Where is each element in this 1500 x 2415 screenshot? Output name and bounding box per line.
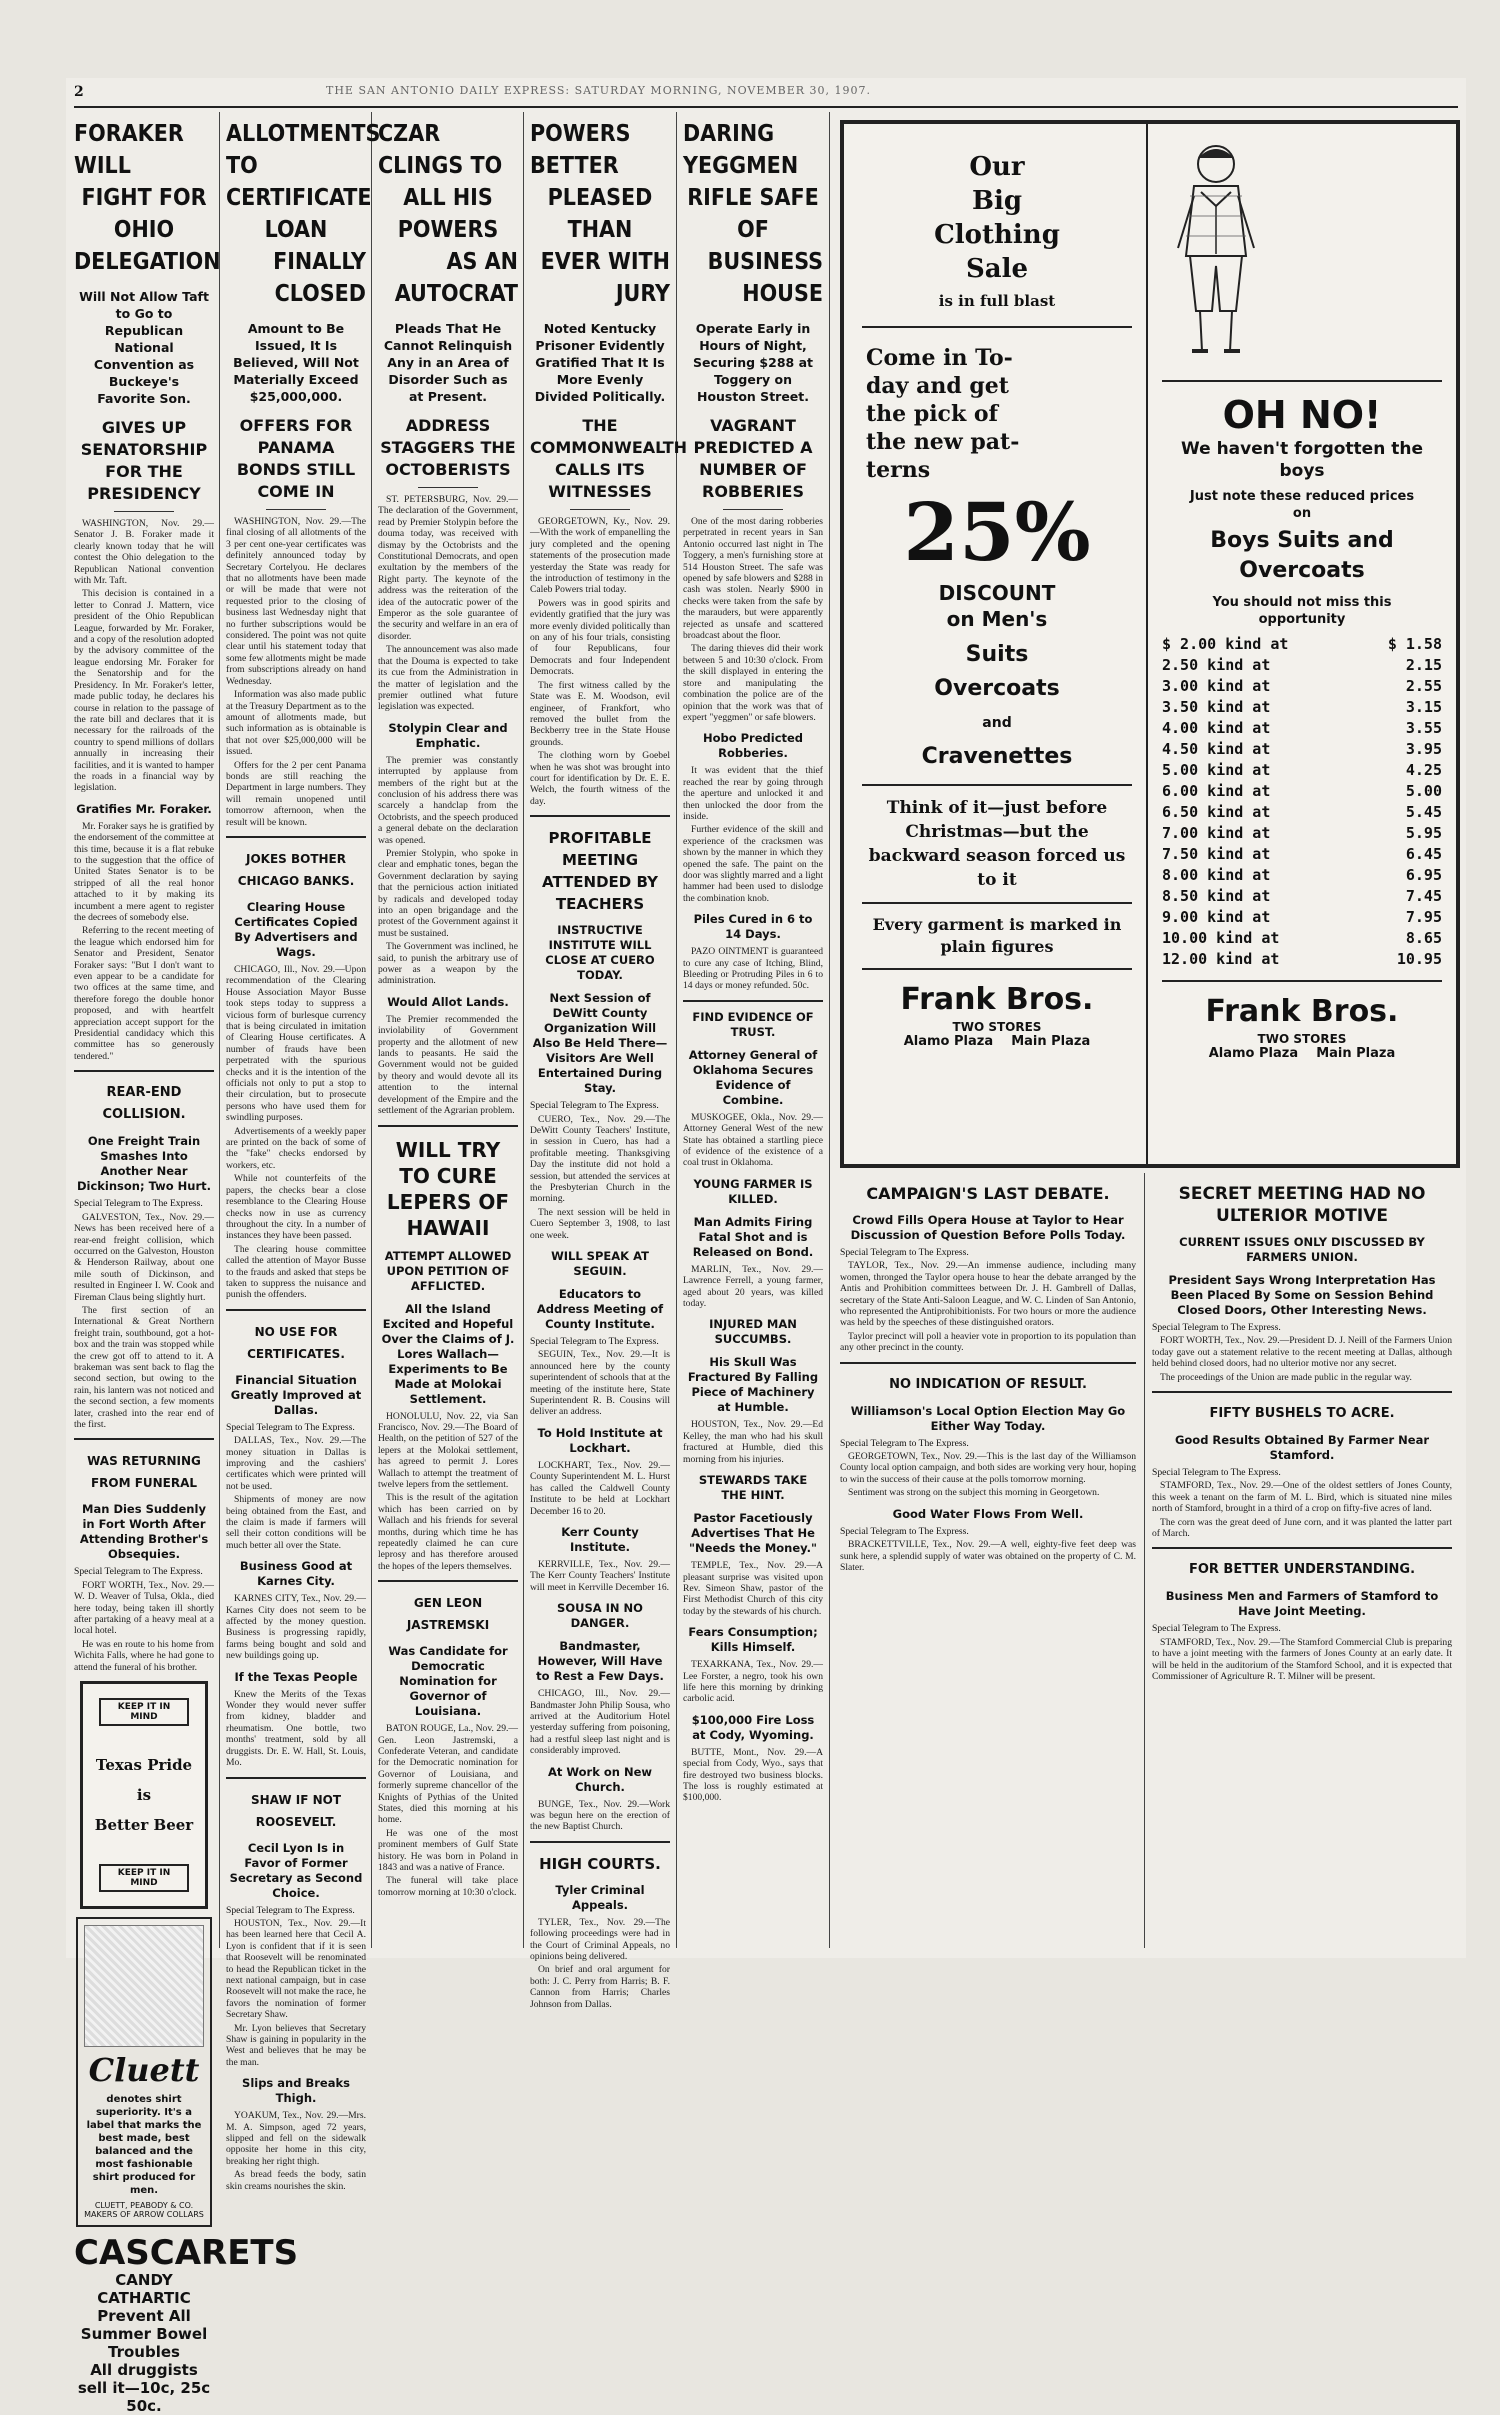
article-paragraph: TAYLOR, Tex., Nov. 29.—An immense audience, including many women, thronged the Taylor opera house to hear the debate arranged by the Antis and Prohibition committees between Dr. J. H. Gambrell of Dallas, secretary of the State Anti-Saloon League, and W. C. Linden of San Antonio, who represented the Antiprohibitionists. For two hours or more the audience was held by the speeches of these distinguished orators. xyxy=(840,1260,1136,1329)
price-row xyxy=(1156,907,1448,928)
article-paragraph: The clearing house committee called the attention of Mayor Busse to the frauds and asked that steps be taken to suppress the nuisance and punish the offenders. xyxy=(226,1243,366,1301)
article-paragraph: PAZO OINTMENT is guaranteed to cure any case of Itching, Blind, Bleeding or Protruding Piles in 6 to 14 days or money refunded. 50c. xyxy=(683,946,823,992)
article-paragraph: TEXARKANA, Tex., Nov. 29.—Lee Forster, a negro, took his own life here this morning by drinking carbolic acid. xyxy=(683,1659,823,1705)
sale-price: 8.65 xyxy=(1405,929,1442,947)
section-heading: $100,000 Fire Loss at Cody, Wyoming. xyxy=(691,1712,815,1742)
sale-price: $ 1.58 xyxy=(1387,635,1442,653)
article-paragraph: SEGUIN, Tex., Nov. 29.—It is announced here by the county superintendent of schools that at the meeting of the institute here, State Superintendent R. B. Cousins will deliver an address. xyxy=(530,1349,670,1418)
section-heading: Attorney General of Oklahoma Secures Evidence of Combine. xyxy=(688,1047,818,1107)
regular-price: 4.00 kind at xyxy=(1162,719,1271,737)
price-row xyxy=(1156,676,1448,697)
column-rule xyxy=(829,112,830,1948)
section-heading: Clearing House Certificates Copied By Advertisers and Wags. xyxy=(234,899,358,959)
ad-pitch: You should not miss this opportunity xyxy=(1212,595,1392,627)
article-paragraph: Powers was in good spirits and evidently gratified that the jury was more evenly divided politically than on any of his four trials, consisting of four Republicans, four Democrats and four Independent Democrats. xyxy=(530,597,670,678)
section-heading: President Says Wrong Interpretation Has Been Placed By Some on Session Behind Closed Doors, Other Interesting News. xyxy=(1168,1273,1436,1317)
ad-text: Texas Pride is Better Beer xyxy=(94,1756,194,1835)
boy-illustration xyxy=(1156,136,1276,366)
divider xyxy=(1152,1547,1452,1549)
ad-logo: Cluett xyxy=(88,2051,200,2090)
sale-price: 6.95 xyxy=(1405,866,1442,884)
dateline: Special Telegram to The Express. xyxy=(1152,1467,1281,1479)
regular-price: 7.50 kind at xyxy=(1162,845,1271,863)
article-paragraph: GEORGETOWN, Ky., Nov. 29.—With the work of empanelling the jury completed and the opening statements of the prosecution made yesterday the State was ready for the introduction of testimony in the Caleb Powers trial today. xyxy=(530,516,670,596)
frank-bros-clothing-ad xyxy=(840,120,1460,1168)
article-paragraph: Taylor precinct will poll a heavier vote in proportion to its population than any other precinct in the county. xyxy=(840,1330,1136,1354)
article-paragraph: TYLER, Tex., Nov. 29.—The following proceedings were had in the Court of Criminal Appeals, no opinions being delivered. xyxy=(530,1916,670,1962)
article-paragraph: The first witness called by the State was E. M. Woodson, evil engineer, of Frankfort, who removed the bullet from the Beckberry tree in the State House grounds. xyxy=(530,679,670,748)
subhead: WAS RETURNING FROM FUNERAL xyxy=(87,1454,201,1491)
section-heading: Fears Consumption; Kills Himself. xyxy=(688,1625,818,1655)
ad-pitch: Think of it—just before Christmas—but the backward season forced us to it xyxy=(868,798,1126,890)
dateline: Special Telegram to The Express. xyxy=(1152,1322,1281,1333)
headline-foraker: FORAKER WILL FIGHT FOR OHIO DELEGATION xyxy=(74,121,221,275)
price-row xyxy=(1156,697,1448,718)
regular-price: 6.50 kind at xyxy=(1162,803,1271,821)
section-heading: At Work on New Church. xyxy=(547,1764,653,1794)
divider xyxy=(683,1000,823,1002)
regular-price: $ 2.00 kind at xyxy=(1162,635,1289,653)
section-heading: Next Session of DeWitt County Organization Will Also Be Held There—Visitors Are Well Entertained During Stay. xyxy=(532,991,668,1096)
article-paragraph: CUERO, Tex., Nov. 29.—The DeWitt County Teachers' Institute, in session in Cuero, has had a profitable meeting. Thanksgiving Day the institute did not hold a session, but attended the services at the Presbyterian Church in the morning. xyxy=(530,1113,670,1205)
ad-banner: KEEP IT IN MIND xyxy=(99,1698,189,1726)
column-rule xyxy=(219,112,220,1948)
article-paragraph: The announcement was also made that the Douma is expected to take its cue from the Administration in the matter of legislation and the premier outlined what future legislation was expected. xyxy=(378,644,518,713)
ad-brand: CASCARETS xyxy=(74,2233,299,2274)
section-heading: Educators to Address Meeting of County Institute. xyxy=(536,1287,664,1332)
article-paragraph: HONOLULU, Nov. 22, via San Francisco, Nov. 29.—The Board of Health, on the petition of 527 of the lepers at the Molokai settlement, has agreed to permit J. Lores Wallach to attempt the treatment of twelve lepers from the settlement. xyxy=(378,1410,518,1490)
article-paragraph: Further evidence of the skill and experience of the cracksmen was shown by the manner in which they opened the safe. The paint on the door was slightly marred and a light hammer had been used to dislodge the combination knob. xyxy=(683,824,823,904)
ad-banner: KEEP IT IN MIND xyxy=(99,1864,189,1892)
article-paragraph: GEORGETOWN, Tex., Nov. 29.—This is the last day of the Williamson County local option campaign, and both sides are working very hour, hoping to win the success of their cause at the polls tomorrow morning. xyxy=(840,1451,1136,1485)
divider xyxy=(723,509,783,510)
article-paragraph: BATON ROUGE, La., Nov. 29.—Gen. Leon Jastremski, a Confederate Veteran, and candidate for the Democratic nomination for Governor of Louisiana, and formerly supreme chancellor of the Knights of Pythias of the United States, died this morning at his home. xyxy=(378,1723,518,1826)
ad-subhead: is in full blast xyxy=(938,292,1056,310)
deck: Amount to Be Issued, It Is Believed, Will Not Materially Exceed $25,000,000. xyxy=(233,321,359,404)
sale-price: 3.95 xyxy=(1405,740,1442,758)
article-paragraph: Advertisements of a weekly paper are printed on the back of some of the "fake" checks endorsed by workers, etc. xyxy=(226,1125,366,1171)
article-paragraph: GALVESTON, Tex., Nov. 29.—News has been received here of a rear-end freight collision, which occurred on the Galveston, Houston & Henderson Railway, about one mile south of Dickinson, and resulted in Engineer I. W. Cook and Fireman Claus being slightly hurt. xyxy=(74,1211,214,1303)
article-paragraph: ST. PETERSBURG, Nov. 29.—The declaration of the Government, read by Premier Stolypin before the douma today, was received with dismay by the Octobrists and the Constitutional Democrats, and open exultation by the members of the Right party. The keynote of the address was the reiteration of the idea of the autocratic power of the Emperor as the sole guarantee of the security and welfare in an era of disorder. xyxy=(378,494,518,642)
divider xyxy=(378,1125,518,1127)
article-paragraph: Offers for the 2 per cent Panama bonds are still reaching the Department in large numbers. They will remain unopened until tomorrow afternoon, when the result will be known. xyxy=(226,759,366,828)
article-paragraph: The proceedings of the Union are made public in the regular way. xyxy=(1160,1371,1412,1383)
section-heading: Crowd Fills Opera House at Taylor to Hear Discussion of Question Before Polls Today. xyxy=(850,1213,1126,1242)
section-heading: Financial Situation Greatly Improved at Dallas. xyxy=(230,1372,362,1417)
headline-allotments: ALLOTMENTS TO CERTIFICATE LOAN FINALLY CLOSED xyxy=(226,121,381,307)
article-paragraph: The Premier recommended the inviolability of Government property and the allotment of new lands to peasants. He said the Government would not be guided by theory and would devote all its attention to the internal development of the Empire and the settlement of the Agrarian problem. xyxy=(378,1013,518,1117)
column-rule xyxy=(371,112,372,1948)
section-heading: FIND EVIDENCE OF TRUST. xyxy=(692,1009,814,1039)
dateline: Special Telegram to The Express. xyxy=(530,1100,659,1112)
article-paragraph: FORT WORTH, Tex., Nov. 29.—W. D. Weaver of Tulsa, Okla., died here today, being taken ill shortly after partaking of a heavy meal at a local hotel. xyxy=(74,1579,214,1637)
subhead: GEN LEON JASTREMSKI xyxy=(406,1596,490,1633)
sale-price: 5.00 xyxy=(1405,782,1442,800)
store-name: Frank Bros. xyxy=(900,982,1094,1017)
subhead: ADDRESS STAGGERS THE OCTOBERISTS xyxy=(380,416,516,479)
store-count: TWO STORES xyxy=(952,1020,1042,1034)
article-paragraph: One of the most daring robberies perpetrated in recent years in San Antonio occurred last night in The Toggery, a men's furnishing store at 514 Houston Street. The safe was opened by safe blowers and $288 in cash was stolen. Nearly $900 in checks were taken from the safe by the marauders, but were apparently rejected as unsafe and scattered broadcast about the floor. xyxy=(683,516,823,642)
column-2 xyxy=(226,118,381,2192)
sale-price: 7.45 xyxy=(1405,887,1442,905)
column-3 xyxy=(378,118,518,1948)
dateline: Special Telegram to The Express. xyxy=(530,1336,659,1348)
divider xyxy=(530,815,670,817)
divider xyxy=(840,1362,1136,1364)
section-heading: Williamson's Local Option Election May Go Either Way Today. xyxy=(850,1403,1126,1433)
column-rule xyxy=(523,112,524,1948)
price-row xyxy=(1156,760,1448,781)
divider xyxy=(226,1777,366,1779)
section-heading: SOUSA IN NO DANGER. xyxy=(557,1601,643,1631)
price-row xyxy=(1156,781,1448,802)
price-row xyxy=(1156,634,1448,655)
divider xyxy=(530,1841,670,1843)
sale-price: 6.45 xyxy=(1405,845,1442,863)
section-heading: Kerr County Institute. xyxy=(561,1524,639,1554)
deck: Pleads That He Cannot Relinquish Any in an Area of Disorder Such as at Present. xyxy=(383,321,513,404)
sale-price: 5.95 xyxy=(1405,824,1442,842)
article-paragraph: KARNES CITY, Tex., Nov. 29.—Karnes City does not seem to be affected by the money question. Business is progressing rapidly, farms being bought and sold and new buildings going up. xyxy=(226,1593,366,1662)
section-heading: Business Men and Farmers of Stamford to Have Joint Meeting. xyxy=(1165,1589,1439,1619)
section-heading: STEWARDS TAKE THE HINT. xyxy=(698,1473,808,1503)
section-heading: One Freight Train Smashes Into Another Near Dickinson; Two Hurt. xyxy=(76,1134,212,1194)
article-paragraph: WASHINGTON, Nov. 29.—The final closing of all allotments of the 3 per cent one-year certificates was definitely announced today by Secretary Cortelyou. He declares that no allotments have been made or will be made that were not requested prior to the closing of business last Wednesday night that no further subscriptions would be considered. The point was not quite clear until his statement today that some few allotments might be made from subscriptions already on hand Wednesday. xyxy=(226,516,366,687)
subhead: PROFITABLE MEETING ATTENDED BY TEACHERS xyxy=(542,829,658,914)
dateline: Special Telegram to The Express. xyxy=(226,1421,355,1433)
price-row xyxy=(1156,718,1448,739)
ad-text: denotes shirt superiority. It's a label that marks the best made, best balanced and the most fashionable shirt produced for men. xyxy=(86,2094,202,2197)
regular-price: 6.00 kind at xyxy=(1162,782,1271,800)
article-paragraph: This is the result of the agitation which has been carried on by Wallach and his friends for several months, during which time he has repeatedly claimed he can cure leprosy and has therefore aroused the hopes of the lepers themselves. xyxy=(378,1492,518,1572)
cascarets-ad xyxy=(74,2233,299,2415)
article-paragraph: HOUSTON, Tex., Nov. 29.—It has been learned here that Cecil A. Lyon is confident that if it is seen that Roosevelt will be renominated to head the Republican ticket in the next national campaign, but in case Roosevelt will not make the race, he favors the nomination of former Secretary Shaw. xyxy=(226,1917,366,2021)
sale-price: 3.15 xyxy=(1405,698,1442,716)
section-heading: All the Island Excited and Hopeful Over the Claims of J. Lores Wallach—Experiments to Be Made at Molokai Settlement. xyxy=(381,1301,515,1406)
section-heading: Stolypin Clear and Emphatic. xyxy=(388,720,508,750)
divider xyxy=(378,1580,518,1582)
price-row xyxy=(1156,844,1448,865)
subhead: SECRET MEETING HAD NO ULTERIOR MOTIVE xyxy=(1178,1184,1426,1226)
deck: Noted Kentucky Prisoner Evidently Gratified That It Is More Evenly Divided Politically. xyxy=(534,321,666,404)
store-name: Frank Bros. xyxy=(1205,994,1399,1029)
store-count: TWO STORES xyxy=(1257,1032,1347,1046)
sale-price: 3.55 xyxy=(1405,719,1442,737)
regular-price: 4.50 kind at xyxy=(1162,740,1271,758)
regular-price: 2.50 kind at xyxy=(1162,656,1271,674)
headline-czar: CZAR CLINGS TO ALL HIS POWERS AS AN AUTOCRAT xyxy=(378,121,518,307)
divider xyxy=(570,509,630,510)
ad-headline: OH NO! xyxy=(1222,393,1382,437)
dateline: Special Telegram to The Express. xyxy=(1152,1623,1281,1635)
ad-divider xyxy=(1146,124,1148,1164)
subhead: GIVES UP SENATORSHIP FOR THE PRESIDENCY xyxy=(80,418,208,503)
article-paragraph: The first section of an International & Great Northern freight train, southbound, got a hot-box and the train was stopped while the crew got off to attend to it. A brakeman was sent back to flag the second section, but owing to the rain, his lantern was not noticed and the second section, a few moments later, crashed into the rear end of the first. xyxy=(74,1304,214,1430)
store-locations: Alamo Plaza Main Plaza xyxy=(903,1034,1091,1049)
article-paragraph: Knew the Merits of the Texas Wonder they would never suffer from kidney, bladder and rheumatism. One bottle, two months' treatment, sold by all druggists. Dr. E. W. Hall, St. Louis, Mo. xyxy=(226,1688,366,1769)
sale-price: 10.95 xyxy=(1396,950,1442,968)
column-5 xyxy=(683,118,823,1948)
price-row xyxy=(1156,655,1448,676)
section-heading: Business Good at Karnes City. xyxy=(239,1559,353,1589)
section-heading: Man Admits Firing Fatal Shot and is Released on Bond. xyxy=(692,1214,814,1259)
article-paragraph: MARLIN, Tex., Nov. 29.—Lawrence Ferrell, a young farmer, aged about 20 years, was killed today. xyxy=(683,1263,823,1310)
subhead: FOR BETTER UNDERSTANDING. xyxy=(1188,1562,1416,1578)
section-heading: ATTEMPT ALLOWED UPON PETITION OF AFFLICTED. xyxy=(384,1248,512,1293)
deck: Will Not Allow Taft to Go to Republican National Convention as Buckeye's Favorite Son. xyxy=(79,289,209,406)
deck: Operate Early in Hours of Night, Securing $288 at Toggery on Houston Street. xyxy=(693,321,813,404)
section-heading: Piles Cured in 6 to 14 Days. xyxy=(693,912,813,942)
dateline: Special Telegram to The Express. xyxy=(840,1247,969,1258)
article-paragraph: WASHINGTON, Nov. 29.—Senator J. B. Foraker made it clearly known today that he will contest the Ohio delegation to the Republican National convention with Mr. Taft. xyxy=(74,518,214,587)
column-7 xyxy=(1152,1173,1452,1948)
newspaper-page xyxy=(66,78,1466,2415)
regular-price: 8.00 kind at xyxy=(1162,866,1271,884)
regular-price: 12.00 kind at xyxy=(1162,950,1280,968)
regular-price: 8.50 kind at xyxy=(1162,887,1271,905)
dateline: Special Telegram to The Express. xyxy=(840,1525,969,1537)
subhead: SHAW IF NOT ROOSEVELT. xyxy=(250,1792,342,1829)
section-heading: Gratifies Mr. Foraker. xyxy=(76,801,212,816)
masthead: THE SAN ANTONIO DAILY EXPRESS: SATURDAY MORNING, NOVEMBER 30, 1907. xyxy=(326,84,872,97)
section-heading: Cecil Lyon Is in Favor of Former Secretary as Second Choice. xyxy=(229,1840,363,1900)
divider xyxy=(114,511,174,512)
price-row xyxy=(1156,823,1448,844)
article-paragraph: LOCKHART, Tex., Nov. 29.—County Superintendent M. L. Hurst has called the Caldwell County Institute to be held at Lockhart December 16 to 20. xyxy=(530,1459,670,1517)
ad-text: CANDY CATHARTIC xyxy=(97,2271,191,2308)
price-row xyxy=(1156,928,1448,949)
price-row xyxy=(1156,802,1448,823)
divider xyxy=(418,487,478,488)
discount-label: DISCOUNT on Men's xyxy=(938,581,1056,631)
subhead: WILL TRY TO CURE LEPERS OF HAWAII xyxy=(386,1137,510,1240)
section-heading: To Hold Institute at Lockhart. xyxy=(537,1425,663,1455)
ad-intro: Just note these reduced prices on xyxy=(1189,489,1415,521)
article-paragraph: Information was also made public at the Treasury Department as to the amount of allotments made, but such information as is obtainable is that not over $25,000,000 will be issued. xyxy=(226,689,366,758)
article-paragraph: He was en route to his home from Wichita Falls, where he had gone to attend the funeral of his brother. xyxy=(74,1638,214,1673)
article-paragraph: Mr. Foraker says he is gratified by the endorsement of the committee at this time, because it is a flat rebuke to the suggestion that the office of United States Senator is to be stripped of all the real honor attached to it by making its incumbent a mere agent to register the decrees of somebody else. xyxy=(74,820,214,923)
ad-intro: Come in To- day and get the pick of the new pat- terns xyxy=(866,345,1020,483)
subhead: FIFTY BUSHELS TO ACRE. xyxy=(1209,1406,1395,1422)
section-heading: Good Results Obtained By Farmer Near Stamford. xyxy=(1174,1433,1430,1463)
divider xyxy=(1152,1391,1452,1393)
article-paragraph: The daring thieves did their work between 5 and 10:30 o'clock. From the skill displayed in entering the store and manipulating the combination the police are of the opinion that the work was that of expert "yeggmen" or safe blowers. xyxy=(683,643,823,723)
discount-percent: 25% xyxy=(903,485,1091,579)
section-heading: INJURED MAN SUCCUMBS. xyxy=(709,1317,797,1347)
ad-text: Prevent All Summer Bowel Troubles xyxy=(80,2307,208,2362)
top-rule xyxy=(74,106,1458,108)
store-locations: Alamo Plaza Main Plaza xyxy=(1208,1046,1396,1061)
sale-price: 2.55 xyxy=(1405,677,1442,695)
article-paragraph: Premier Stolypin, who spoke in clear and emphatic tones, began the Government declaration by saying that the pernicious action initiated by radicals and developed today into an open brigandage and the protest of the Government against it must be sustained. xyxy=(378,847,518,939)
article-paragraph: On brief and oral argument for both: J. C. Perry from Harris; B. F. Cannon from Harris; Charles Johnson from Dallas. xyxy=(530,1964,670,2010)
price-list xyxy=(1156,634,1448,970)
subhead: JOKES BOTHER CHICAGO BANKS. xyxy=(237,851,355,888)
ad-maker: CLUETT, PEABODY & CO. MAKERS OF ARROW COLLARS xyxy=(84,2201,204,2220)
section-heading: CURRENT ISSUES ONLY DISCUSSED BY FARMERS UNION. xyxy=(1179,1235,1425,1264)
sale-price: 7.95 xyxy=(1405,908,1442,926)
article-paragraph: It was evident that the thief reached the rear by going through the aperture and unlocked it and then unlocked the door from the inside. xyxy=(683,765,823,822)
headline-yeggmen: DARING YEGGMEN RIFLE SAFE OF BUSINESS HOUSE xyxy=(683,121,823,307)
article-paragraph: HOUSTON, Tex., Nov. 29.—Ed Kelley, the man who had his skull fractured at Humble, died this morning from his injuries. xyxy=(683,1419,823,1465)
shirt-illustration xyxy=(84,1925,204,2047)
section-heading: If the Texas People xyxy=(234,1669,358,1684)
article-paragraph: The Government was inclined, he said, to punish the arbitrary use of power as a weapon by the administration. xyxy=(378,941,518,987)
article-paragraph: The corn was the great deed of June corn, and it was planted the latter part of March. xyxy=(1152,1516,1452,1540)
regular-price: 9.00 kind at xyxy=(1162,908,1271,926)
regular-price: 5.00 kind at xyxy=(1162,761,1271,779)
section-heading: Slips and Breaks Thigh. xyxy=(242,2076,350,2106)
section-heading: YOUNG FARMER IS KILLED. xyxy=(693,1176,813,1206)
article-paragraph: TEMPLE, Tex., Nov. 29.—A pleasant surprise was visited upon Rev. Simeon Shaw, pastor of the First Methodist Church of this city today by the stewards of his church. xyxy=(683,1560,823,1617)
article-paragraph: Mr. Lyon believes that Secretary Shaw is gaining in popularity in the West and believes that he may be the man. xyxy=(226,2022,366,2068)
page-number: 2 xyxy=(74,84,84,100)
column-rule xyxy=(1144,1173,1145,1948)
dateline: Special Telegram to The Express. xyxy=(74,1566,203,1578)
article-paragraph: KERRVILLE, Tex., Nov. 29.—The Kerr County Teachers' Institute will meet in Kerrville December 16. xyxy=(530,1558,670,1593)
ad-subhead: We haven't forgotten the boys xyxy=(1180,439,1423,481)
regular-price: 10.00 kind at xyxy=(1162,929,1280,947)
article-paragraph: The clothing worn by Goebel when he was shot was brought into court for identification by Dr. E. E. Welch, the fourth witness of the day. xyxy=(530,750,670,807)
article-paragraph: Sentiment was strong on the subject this morning in Georgetown. xyxy=(848,1487,1100,1499)
subhead: HIGH COURTS. xyxy=(539,1854,661,1873)
column-4 xyxy=(530,118,687,2010)
price-row xyxy=(1156,865,1448,886)
section-heading: INSTRUCTIVE INSTITUTE WILL CLOSE AT CUERO TODAY. xyxy=(545,923,655,983)
dateline: Special Telegram to The Express. xyxy=(840,1437,969,1449)
ad-items: Suits Overcoats and Cravenettes xyxy=(921,642,1073,769)
section-heading: Was Candidate for Democratic Nomination for Governor of Louisiana. xyxy=(388,1644,508,1719)
article-paragraph: The premier was constantly interrupted by applause from members of the right but at the conclusion of his address there was scarcely a handclap from the Octobrists, and the speech produced a general debate on the declaration was opened. xyxy=(378,754,518,846)
regular-price: 7.00 kind at xyxy=(1162,824,1271,842)
cluett-shirt-ad xyxy=(76,1917,212,2227)
subhead: VAGRANT PREDICTED A NUMBER OF ROBBERIES xyxy=(693,416,813,501)
article-paragraph: BUTTE, Mont., Nov. 29.—A special from Cody, Wyo., says that fire destroyed two business blocks. The loss is roughly estimated at $100,000. xyxy=(683,1746,823,1804)
section-heading: Bandmaster, However, Will Have to Rest a Few Days. xyxy=(536,1639,664,1684)
article-paragraph: The funeral will take place tomorrow morning at 10:30 o'clock. xyxy=(378,1875,518,1898)
section-heading: Would Allot Lands. xyxy=(387,994,509,1009)
ad-items: Boys Suits and Overcoats xyxy=(1210,528,1394,583)
section-heading: His Skull Was Fractured By Falling Piece of Machinery at Humble. xyxy=(687,1355,819,1415)
article-paragraph: Shipments of money are now being obtained from the East, and the claim is made if farmers will sell their cotton conditions will be much better all over the State. xyxy=(226,1494,366,1551)
ad-pitch: Every garment is marked in plain figures xyxy=(872,915,1122,956)
ad-boys-panel xyxy=(1156,132,1448,1156)
price-row xyxy=(1156,739,1448,760)
column-6 xyxy=(840,1173,1136,1948)
subhead: THE COMMONWEALTH CALLS ITS WITNESSES xyxy=(530,416,687,501)
sale-price: 2.15 xyxy=(1405,656,1442,674)
column-rule xyxy=(676,112,677,1948)
texas-pride-beer-ad xyxy=(80,1681,208,1909)
divider xyxy=(74,1438,214,1440)
article-paragraph: FORT WORTH, Tex., Nov. 29.—President D. J. Neill of the Farmers Union today gave out a statement relative to the recent meeting at Dallas, although held behind closed doors, had no ulterior motive nor any secret. xyxy=(1152,1335,1452,1370)
article-paragraph: CHICAGO, Ill., Nov. 29.—Upon recommendation of the Clearing House Association Mayor Busse took steps today to suppress a vicious form of burlesque currency that is being circulated in imitation of Clearing House certificates. A number of frauds have been perpetrated with the spurious checks and it is the intention of the officials not only to put a stop to their circulation, but to prosecute persons who have used them for swindling purposes. xyxy=(226,963,366,1124)
section-heading: Hobo Predicted Robberies. xyxy=(702,731,804,761)
article-paragraph: The next session will be held in Cuero September 3, 1908, to last one week. xyxy=(530,1206,670,1241)
subhead: CAMPAIGN'S LAST DEBATE. xyxy=(866,1184,1110,1203)
ad-mens-panel xyxy=(852,132,1142,1156)
article-paragraph: CHICAGO, Ill., Nov. 29.—Bandmaster John Philip Sousa, who arrived at the Auditorium Hotel yesterday suffering from poisoning, had a restful sleep last night and is considerably improved. xyxy=(530,1688,670,1757)
subhead: REAR-END COLLISION. xyxy=(102,1085,186,1123)
article-paragraph: BRACKETTVILLE, Tex., Nov. 29.—A well, eighty-five feet deep was sunk here, a splendid supply of water was obtained on the property of C. M. Slater. xyxy=(840,1539,1136,1573)
dateline: Special Telegram to The Express. xyxy=(226,1904,355,1916)
subhead: NO INDICATION OF RESULT. xyxy=(889,1376,1087,1392)
ad-headline: Our Big Clothing Sale xyxy=(934,152,1060,284)
price-row xyxy=(1156,886,1448,907)
section-heading: Tyler Criminal Appeals. xyxy=(555,1882,645,1912)
headline-powers: POWERS BETTER PLEASED THAN EVER WITH JURY xyxy=(530,121,670,307)
article-paragraph: BUNGE, Tex., Nov. 29.—Work was begun here on the erection of the new Baptist Church. xyxy=(530,1798,670,1833)
article-paragraph: As bread feeds the body, satin skin creams nourishes the skin. xyxy=(226,2169,366,2192)
section-heading: Pastor Facetiously Advertises That He "Needs the Money." xyxy=(689,1511,817,1556)
sale-price: 4.25 xyxy=(1405,761,1442,779)
article-paragraph: This decision is contained in a letter to Conrad J. Mattern, vice president of the Ohio Republican League, forwarded by Mr. Foraker, and a copy of the resolution adopted by the advisory committee of the league endorsing Mr. Foraker for the Senatorship and for the Presidency. In Mr. Foraker's letter, made public today, he declares his course in relation to the passage of the rate bill and declares that it is necessary for the railroads of the country to spend millions of dollars annually in increasing their facilities, and it is wanted to hamper the roads in a financial way by legislation. xyxy=(74,588,214,794)
divider xyxy=(226,1309,366,1311)
article-paragraph: STAMFORD, Tex., Nov. 29.—The Stamford Commercial Club is preparing to have a joint meeting with the farmers of Jones County at an early date. It will be held in the auditorium of the Stamford School, and it is expected that Commissioner of Agriculture R. T. Milner will be present. xyxy=(1152,1636,1452,1683)
section-heading: Good Water Flows From Well. xyxy=(892,1506,1084,1521)
subhead: NO USE FOR CERTIFICATES. xyxy=(247,1324,345,1361)
regular-price: 3.50 kind at xyxy=(1162,698,1271,716)
article-paragraph: DALLAS, Tex., Nov. 29.—The money situation in Dallas is improving and the cashiers' certificates which were printed will not be used. xyxy=(226,1435,366,1492)
section-heading: WILL SPEAK AT SEGUIN. xyxy=(551,1249,649,1279)
price-row xyxy=(1156,949,1448,970)
sale-price: 5.45 xyxy=(1405,803,1442,821)
ad-text: All druggists sell it—10c, 25c 50c. xyxy=(77,2361,211,2415)
dateline: Special Telegram to The Express. xyxy=(74,1198,203,1210)
divider xyxy=(74,1070,214,1072)
divider xyxy=(266,509,326,510)
article-paragraph: STAMFORD, Tex., Nov. 29.—One of the oldest settlers of Jones County, this week a tenant on the farm of M. L. Bird, which is situated nine miles north of Stamford, brought in a third of a crop on fifty-five acres of land. xyxy=(1152,1480,1452,1515)
divider xyxy=(226,836,366,838)
regular-price: 3.00 kind at xyxy=(1162,677,1271,695)
section-heading: Man Dies Suddenly in Fort Worth After Attending Brother's Obsequies. xyxy=(79,1502,209,1562)
article-paragraph: YOAKUM, Tex., Nov. 29.—Mrs. M. A. Simpson, aged 72 years, slipped and fell on the sidewalk opposite her home in this city, breaking her right thigh. xyxy=(226,2110,366,2167)
article-paragraph: While not counterfeits of the papers, the checks bear a close resemblance to the Clearing House checks now in use as currency throughout the city. In a number of instances they have been passed. xyxy=(226,1173,366,1242)
article-paragraph: Referring to the recent meeting of the league which endorsed him for Senator and President, Senator Foraker says: "But I don't want to even appear to be a candidate for two offices at the same time, and therefore forego the double honor proposed, and with heartfelt appreciation accept support for the Presidential candidacy which this committee has so generously tendered." xyxy=(74,925,214,1062)
article-paragraph: He was one of the most prominent members of Gulf State history. He was born in Poland in 1843 and was a native of France. xyxy=(378,1827,518,1874)
article-paragraph: MUSKOGEE, Okla., Nov. 29.—Attorney General West of the new State has obtained a startling piece of evidence of the existence of a coal trust in Oklahoma. xyxy=(683,1111,823,1169)
subhead: OFFERS FOR PANAMA BONDS STILL COME IN xyxy=(236,416,356,501)
